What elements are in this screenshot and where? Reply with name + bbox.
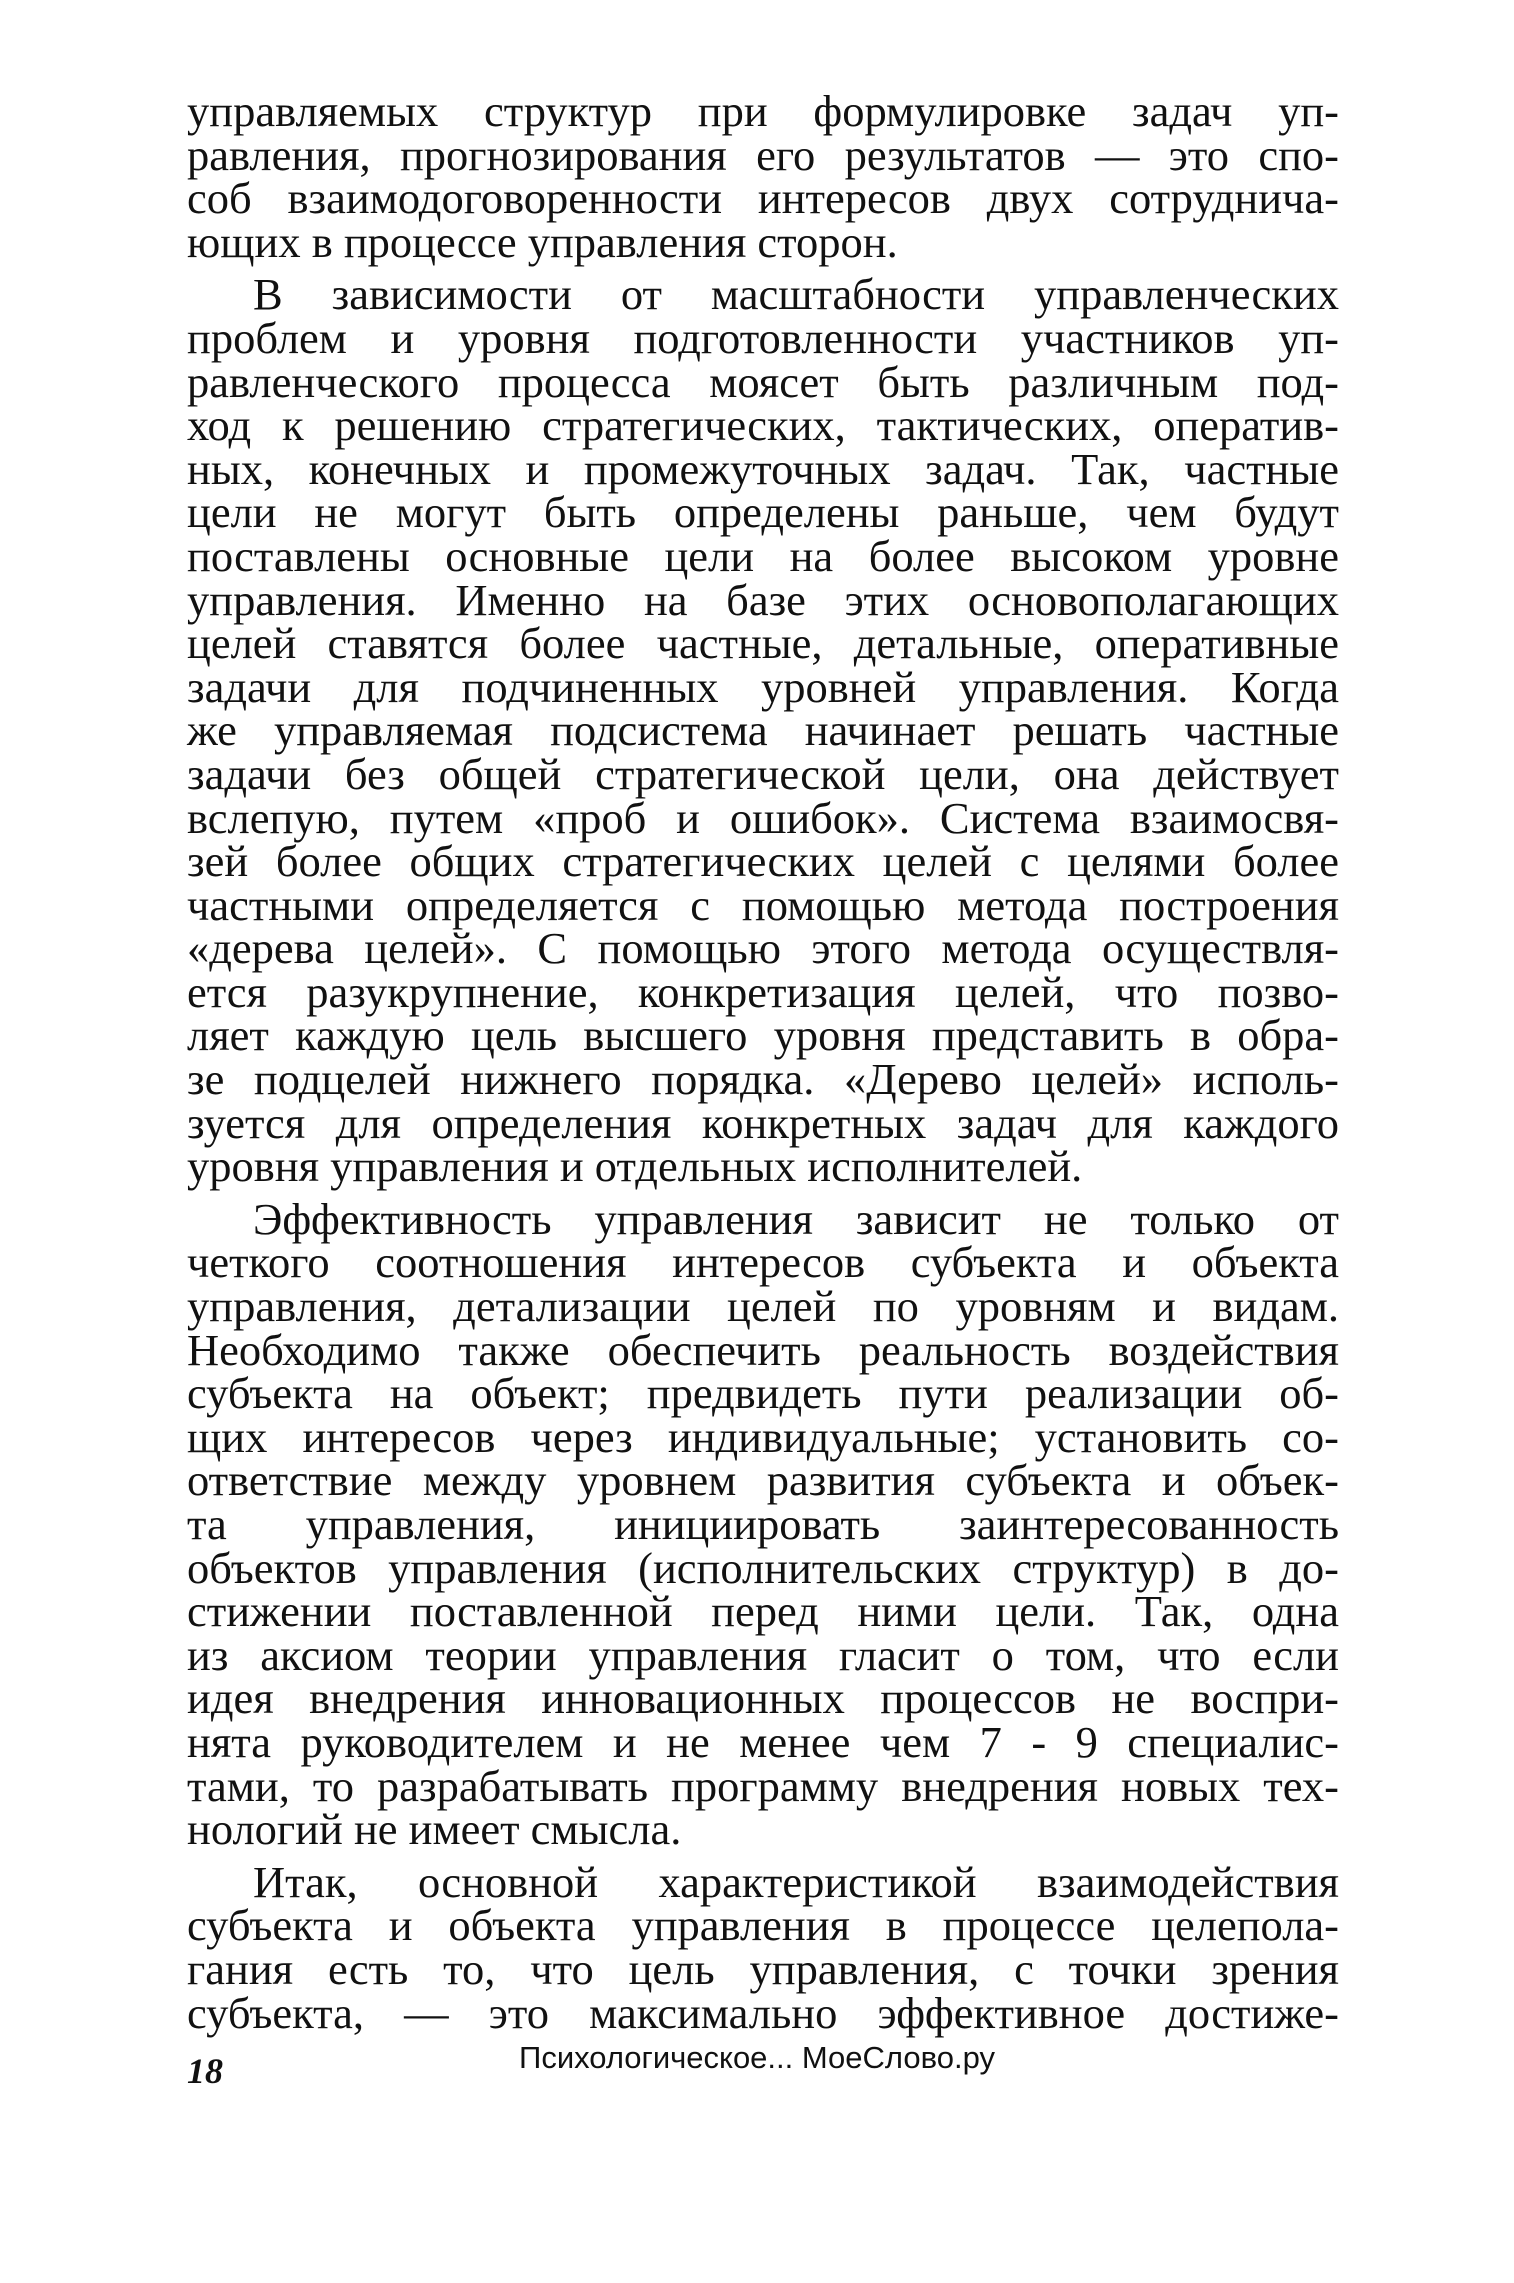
text-line: Итак, основной характеристикой взаимодействия	[253, 1856, 1339, 1907]
text-line: задачи для подчиненных уровней управления. Когда	[187, 661, 1339, 712]
text-line: задачи без общей стратегической цели, она действует	[187, 748, 1339, 799]
text-line: «дерева целей». С помощью этого метода осуществля-	[187, 923, 1339, 974]
text-line: управляемых структур при формулировке задач уп-	[187, 86, 1339, 136]
text-line: ется разукрупнение, конкретизация целей, что позво-	[187, 966, 1339, 1017]
body-text	[187, 86, 1339, 2038]
text-line: четкого соотношения интересов субъекта и объекта	[187, 1237, 1339, 1288]
paragraph	[187, 1193, 1339, 1855]
text-line: зе подцелей нижнего порядка. «Дерево целей» исполь-	[187, 1054, 1339, 1105]
text-line: нологий не имеет смысла.	[187, 1804, 682, 1855]
text-line: зей более общих стратегических целей с целями более	[187, 836, 1339, 887]
text-line: Необходимо также обеспечить реальность воздействия	[187, 1324, 1339, 1375]
text-line: зуется для определения конкретных задач для каждого	[187, 1097, 1339, 1148]
text-line: цели не могут быть определены раньше, чем будут	[187, 487, 1339, 538]
paragraph	[187, 86, 1339, 267]
text-line: частными определяется с помощью метода построения	[187, 879, 1339, 930]
text-line: вслепую, путем «проб и ошибок». Система взаимосвя-	[187, 792, 1339, 843]
text-line: та управления, инициировать заинтересованность	[187, 1499, 1339, 1549]
text-line: равления, прогнозирования его результатов — это спо-	[187, 129, 1339, 180]
paragraph	[187, 269, 1339, 1192]
page-number: 18	[187, 2051, 223, 2091]
text-line: тами, то разрабатывать программу внедрения новых тех-	[187, 1760, 1339, 1811]
text-line: субъекта, — это максимально эффективное достиже-	[187, 1987, 1339, 2038]
text-line: соб взаимодоговоренности интересов двух сотруднича-	[187, 173, 1339, 224]
footer-watermark: Психологическое... МоеСлово.ру	[519, 2040, 995, 2075]
text-line: идея внедрения инновационных процессов не воспри-	[187, 1673, 1339, 1724]
text-line: нята руководителем и не менее чем 7 - 9 специалис-	[187, 1716, 1339, 1767]
text-line: управления, детализации целей по уровням и видам.	[187, 1281, 1339, 1332]
text-line: ющих в процессе управления сторон.	[187, 216, 898, 267]
text-line: щих интересов через индивидуальные; установить со-	[187, 1411, 1339, 1462]
text-line: ляет каждую цель высшего уровня представить в обра-	[187, 1010, 1339, 1061]
text-line: Эффективность управления зависит не только от	[253, 1193, 1339, 1244]
text-line: равленческого процесса моясет быть различным под-	[187, 356, 1339, 407]
text-line: управления. Именно на базе этих основополагающих	[187, 574, 1339, 625]
paragraph	[187, 1856, 1339, 2038]
text-line: субъекта на объект; предвидеть пути реализации об-	[187, 1368, 1339, 1419]
text-line: уровня управления и отдельных исполнителей.	[187, 1141, 1083, 1192]
text-line: ответствие между уровнем развития субъекта и объек-	[187, 1455, 1339, 1506]
text-line: В зависимости от масштабности управленческих	[253, 269, 1339, 320]
text-line: гания есть то, что цель управления, с точки зрения	[187, 1943, 1339, 1994]
text-line: целей ставятся более частные, детальные, оперативные	[187, 618, 1339, 669]
text-line: проблем и уровня подготовленности участников уп-	[187, 312, 1339, 363]
text-line: ных, конечных и промежуточных задач. Так, частные	[187, 443, 1339, 494]
text-line: же управляемая подсистема начинает решать частные	[187, 705, 1339, 756]
text-line: объектов управления (исполнительских структур) в до-	[187, 1542, 1339, 1593]
text-line: субъекта и объекта управления в процессе целепола-	[187, 1900, 1339, 1951]
text-line: стижении поставленной перед ними цели. Так, одна	[187, 1586, 1339, 1637]
text-line: ход к решению стратегических, тактических, оператив-	[187, 400, 1339, 451]
text-line: поставлены основные цели на более высоком уровне	[187, 530, 1339, 581]
text-line: из аксиом теории управления гласит о том, что если	[187, 1629, 1339, 1680]
